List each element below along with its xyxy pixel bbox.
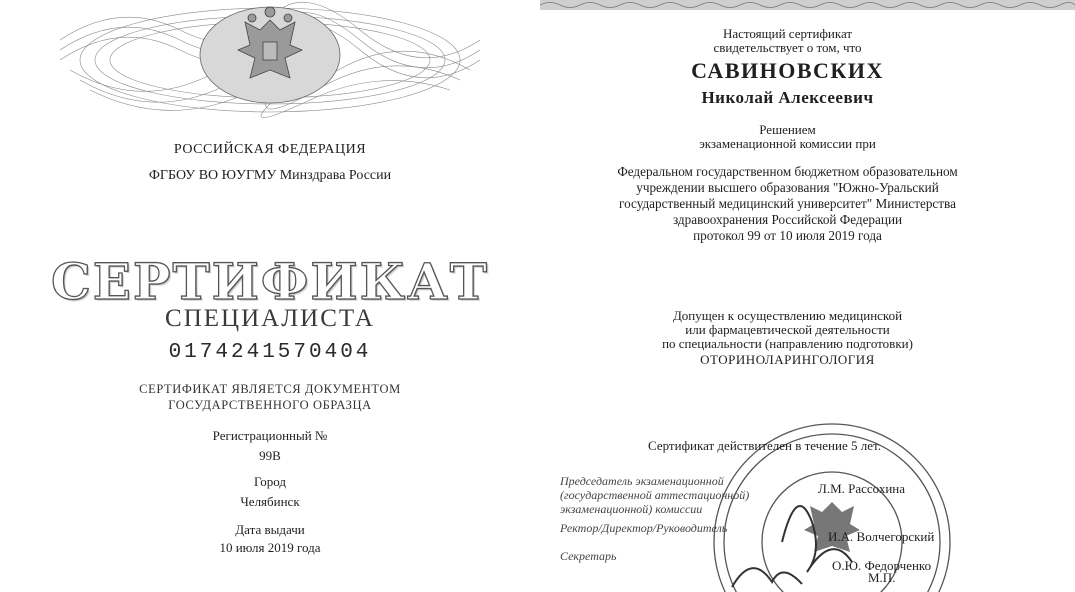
chair-label-line: экзаменационной) комиссии <box>560 502 703 516</box>
registration-value: 99В <box>259 448 281 463</box>
admission-line: или фармацевтической деятельности <box>685 322 890 337</box>
org-line: Федеральном государственном бюджетном образовательном <box>617 164 958 179</box>
chair-label-line: Председатель экзаменационной <box>560 474 724 488</box>
issue-date-label: Дата выдачи <box>235 522 305 537</box>
intro-line2: свидетельствует о том, что <box>713 40 862 55</box>
secretary-label: Секретарь <box>560 549 617 563</box>
org-line: здравоохранения Российской Федерации <box>672 212 903 227</box>
holder-given-names: Николай Алексеевич <box>701 88 874 107</box>
org-line: государственный медицинский университет" Министерства <box>619 196 956 211</box>
ornament-frame <box>60 0 480 128</box>
protocol-line: протокол 99 от 10 июля 2019 года <box>693 228 882 243</box>
admission-line: по специальности (направлению подготовки) <box>662 336 913 351</box>
org-line: учреждении высшего образования "Южно-Уральский <box>636 180 939 195</box>
certificate-subtitle: СПЕЦИАЛИСТА <box>165 305 375 332</box>
issue-date-value: 10 июля 2019 года <box>219 540 321 555</box>
admission-line: Допущен к осуществлению медицинской <box>672 308 903 323</box>
rector-name: И.А. Волчегорский <box>828 529 935 544</box>
decision-line1: Решением <box>759 122 816 137</box>
validity-text: Сертификат действителен в течение 5 лет. <box>648 438 881 453</box>
specialty: ОТОРИНОЛАРИНГОЛОГИЯ <box>700 352 875 367</box>
city-value: Челябинск <box>240 494 300 509</box>
holder-surname: САВИНОВСКИХ <box>691 58 884 83</box>
secretary-name: О.Ю. Федорченко <box>832 558 932 573</box>
chair-name: Л.М. Рассохина <box>818 481 906 496</box>
rector-label: Ректор/Директор/Руководитель <box>560 521 728 535</box>
document-note-line1: СЕРТИФИКАТ ЯВЛЯЕТСЯ ДОКУМЕНТОМ <box>139 382 401 396</box>
decision-line2: экзаменационной комиссии при <box>699 136 876 151</box>
city-label: Город <box>253 474 287 489</box>
registration-label: Регистрационный № <box>212 428 328 443</box>
ornament-strip <box>540 0 1075 10</box>
stamp-place: М.П. <box>868 570 896 585</box>
certificate-title: СЕРТИФИКАТ <box>50 252 490 311</box>
serial-number: 0174241570404 <box>168 341 372 364</box>
country-name: РОССИЙСКАЯ ФЕДЕРАЦИЯ <box>173 142 367 157</box>
document-note-line2: ГОСУДАРСТВЕННОГО ОБРАЗЦА <box>168 398 372 412</box>
chair-label-line: (государственной аттестационной) <box>560 488 750 502</box>
intro-line1: Настоящий сертификат <box>722 26 853 41</box>
institution-name: ФГБОУ ВО ЮУГМУ Минздрава России <box>148 168 392 183</box>
